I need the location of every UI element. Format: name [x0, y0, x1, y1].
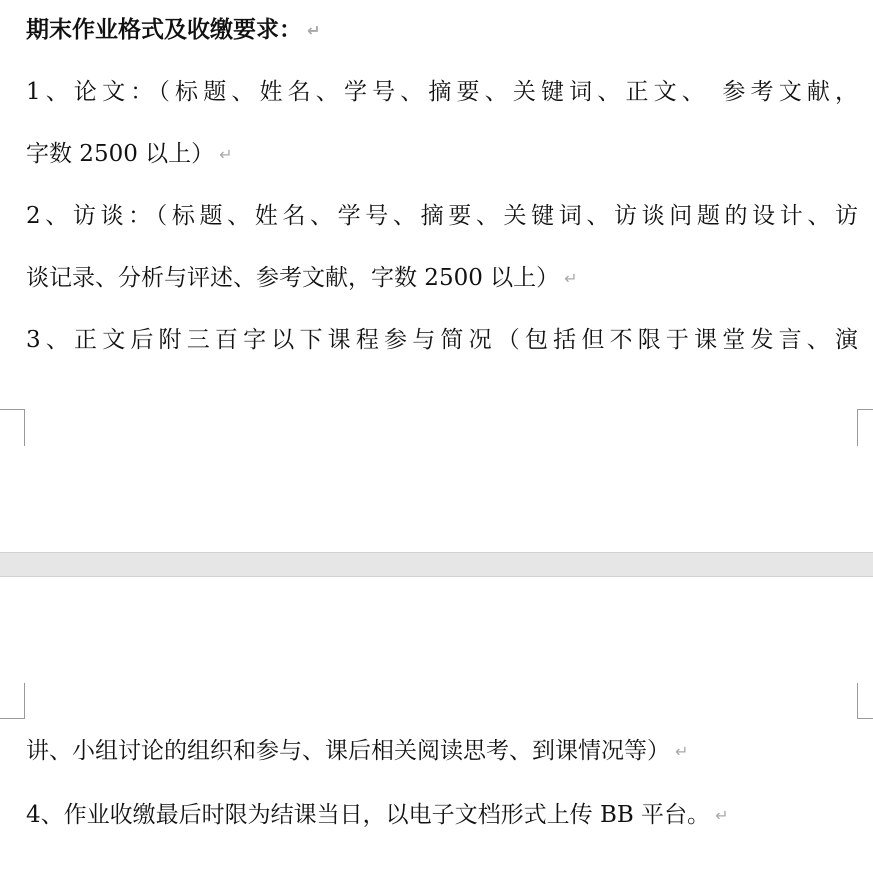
text-line[interactable] [26, 260, 858, 296]
paragraph-mark-icon: ↵ [307, 21, 321, 40]
page-break-gap [0, 552, 873, 577]
heading-text: 期末作业格式及收缴要求： [26, 16, 302, 43]
margin-corner-mark [0, 409, 25, 446]
text-line[interactable] [26, 733, 858, 769]
text-line[interactable]: 1、论文：（标题、姓名、学号、摘要、关键词、正文、 参考文献， [26, 79, 858, 105]
margin-corner-mark [0, 683, 25, 719]
paragraph-mark-icon: ↵ [675, 742, 689, 761]
margin-corner-mark [857, 409, 873, 446]
text-line[interactable] [26, 797, 858, 833]
text-line-content: 字数 2500 以上） [26, 141, 215, 167]
paragraph-mark-icon: ↵ [564, 269, 578, 288]
text-line[interactable]: 3、正文后附三百字以下课程参与简况（包括但不限于课堂发言、演 [26, 327, 858, 353]
document-page-2[interactable] [0, 577, 873, 880]
paragraph-mark-icon: ↵ [715, 806, 729, 825]
paragraph-mark-icon: ↵ [219, 145, 233, 164]
text-line-content: 讲、小组讨论的组织和参与、课后相关阅读思考、到课情况等） [26, 738, 670, 764]
margin-corner-mark [857, 683, 873, 719]
text-line[interactable] [26, 136, 858, 172]
heading-line[interactable] [26, 12, 858, 48]
text-line-content: 4、作业收缴最后时限为结课当日，以电子文档形式上传 BB 平台。 [26, 802, 711, 828]
text-line-content: 谈记录、分析与评述、参考文献，字数 2500 以上） [26, 265, 560, 291]
text-line[interactable]: 2、访谈：（标题、姓名、学号、摘要、关键词、访谈问题的设计、访 [26, 203, 858, 229]
